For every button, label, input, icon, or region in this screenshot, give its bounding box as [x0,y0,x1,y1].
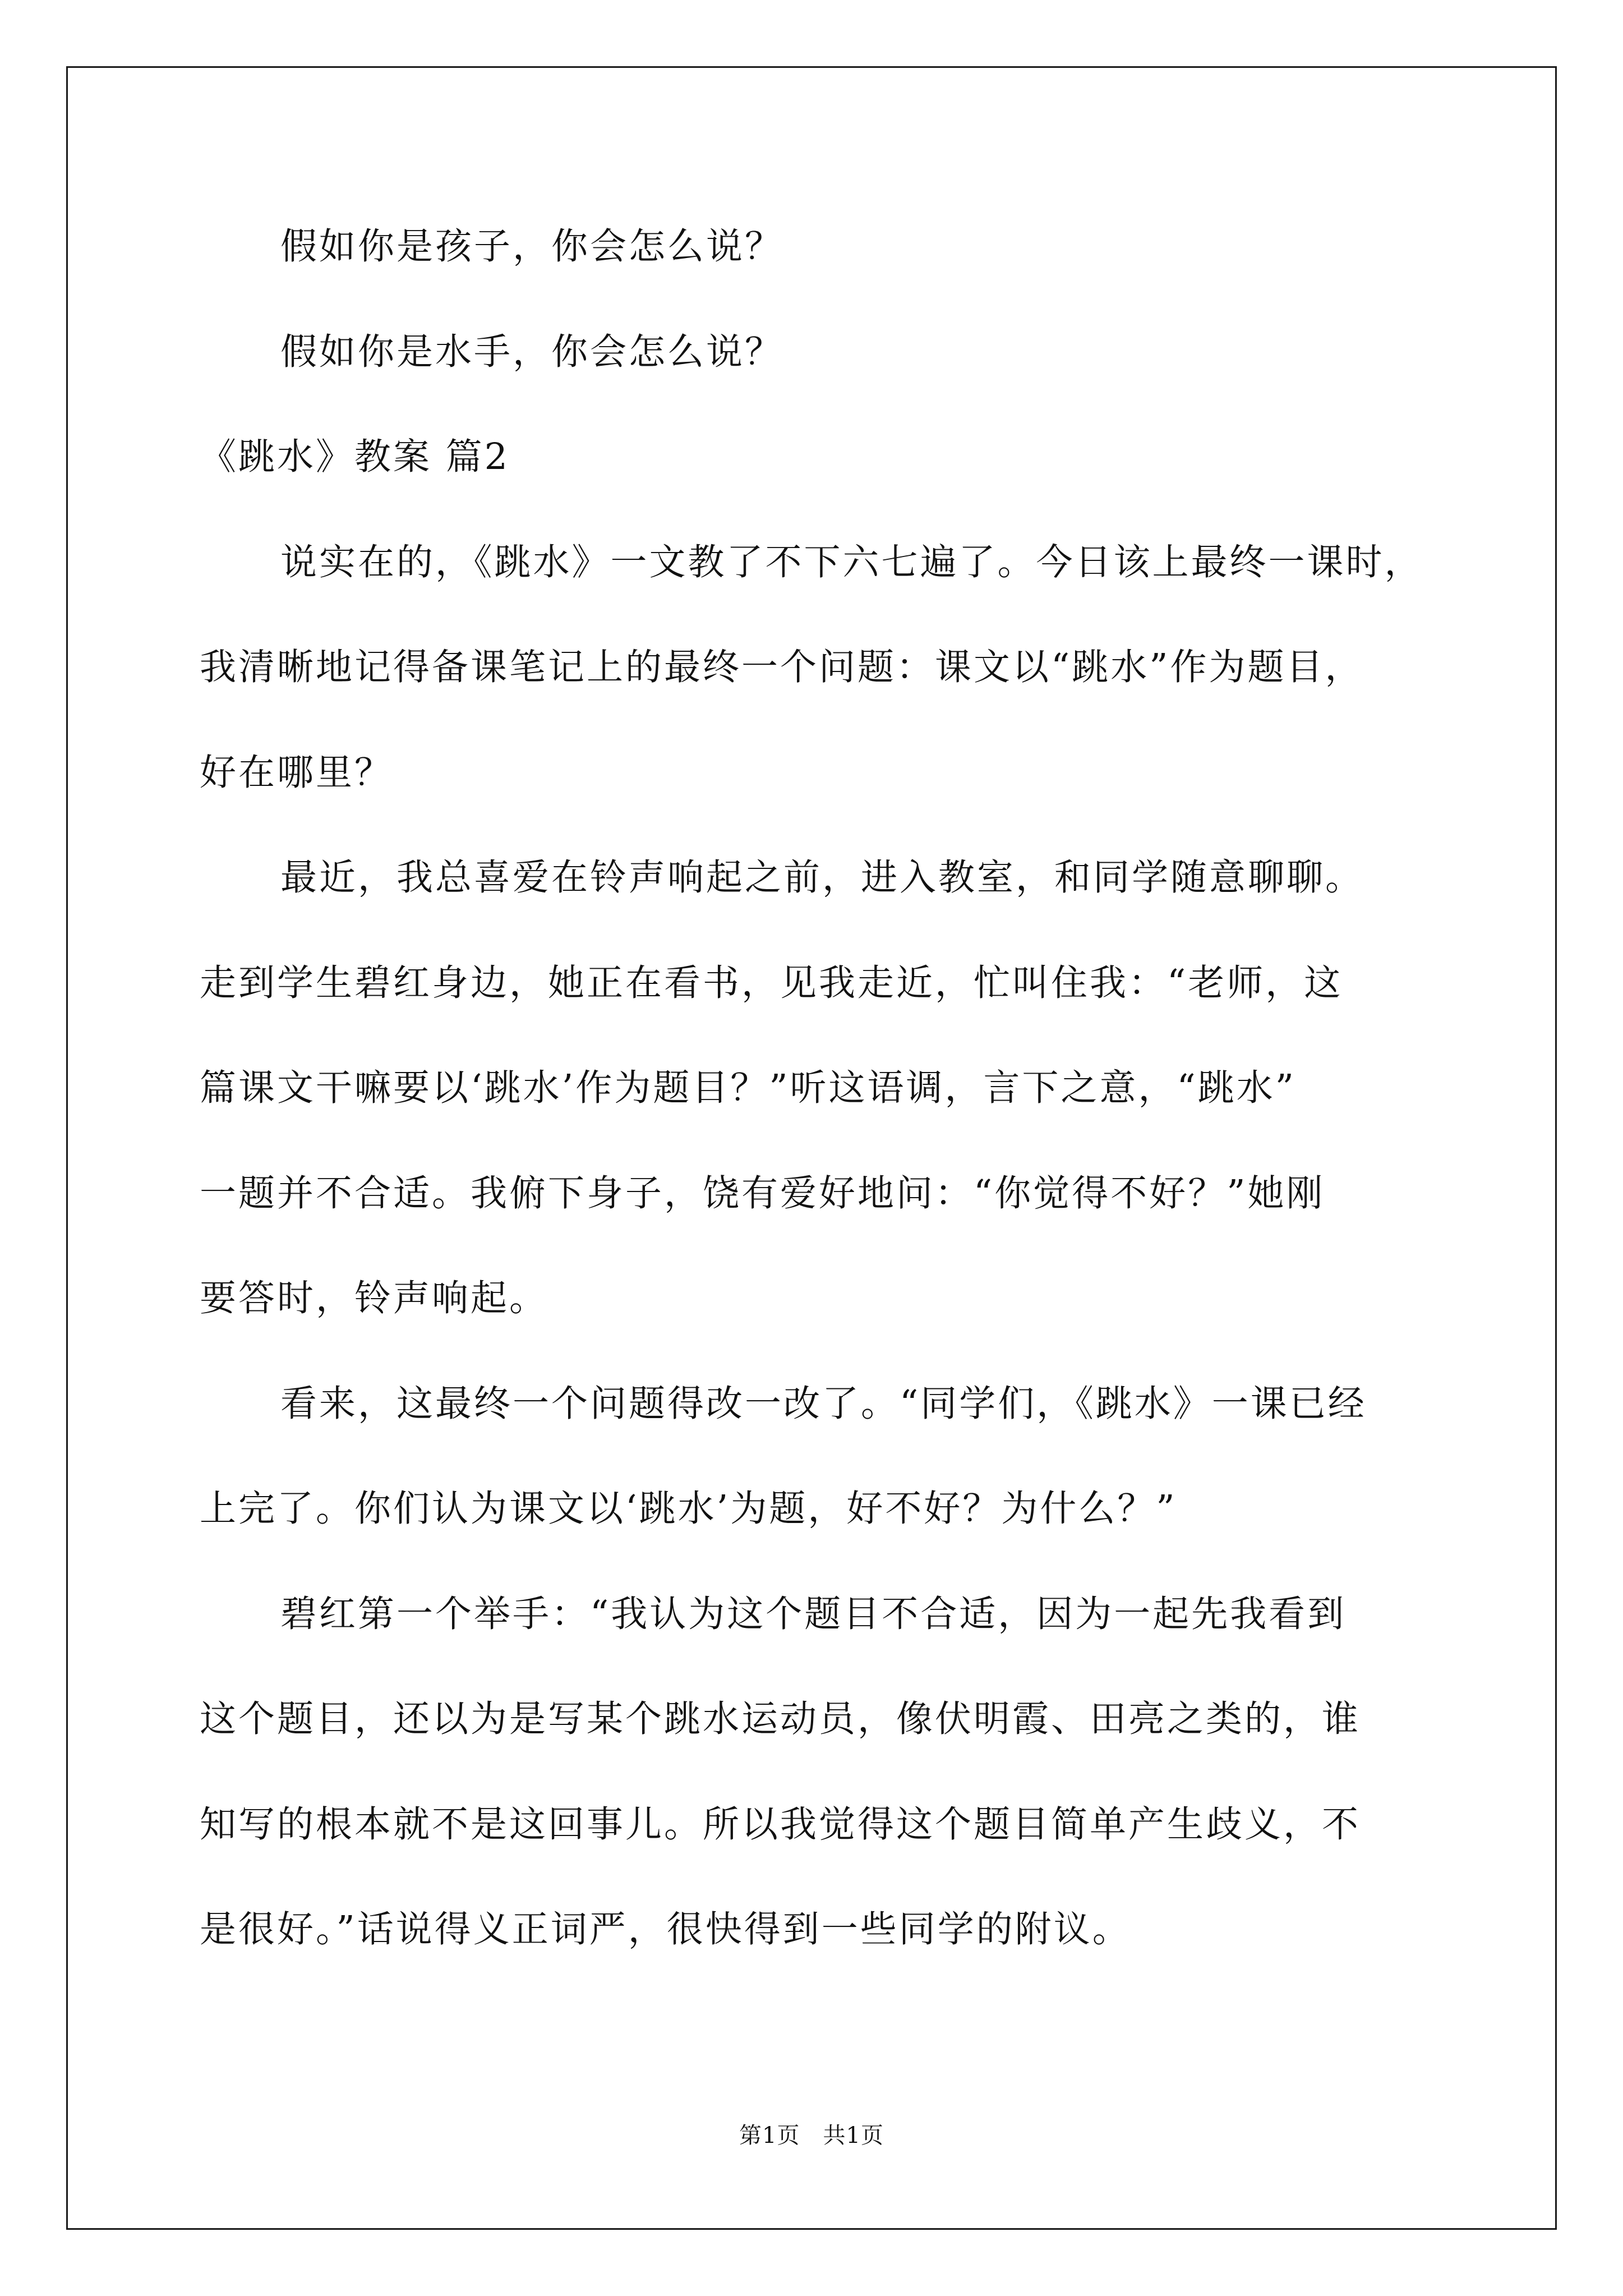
paragraph-line: 走到学生碧红身边，她正在看书，见我走近，忙叫住我：“老师，这 [200,962,1343,1004]
paragraph-line: 看来，这最终一个问题得改一改了。“同学们，《跳水》一课已经 [280,1383,1367,1425]
paragraph-line: 说实在的，《跳水》一文教了不下六七遍了。今日该上最终一课时， [280,541,1423,583]
page-footer: 第1页 共1页 [739,2123,884,2148]
paragraph-line: 上完了。你们认为课文以‘跳水’为题，好不好？为什么？” [200,1488,1177,1530]
paragraph-line: 碧红第一个举手：“我认为这个题目不合适，因为一起先我看到 [280,1593,1347,1635]
section-heading: 《跳水》教案 篇2 [200,436,510,478]
paragraph-line: 假如你是孩子，你会怎么说？ [280,226,784,268]
paragraph-line: 我清晰地记得备课笔记上的最终一个问题：课文以“跳水”作为题目， [200,646,1364,688]
page-border [66,66,1557,2230]
paragraph-line: 一题并不合适。我俯下身子，饶有爱好地问：“你觉得不好？”她刚 [200,1172,1325,1214]
paragraph-line: 这个题目，还以为是写某个跳水运动员，像伏明霞、田亮之类的，谁 [200,1698,1361,1740]
paragraph-line: 是很好。”话说得义正词严，很快得到一些同学的附议。 [200,1908,1131,1950]
paragraph-line: 假如你是水手，你会怎么说？ [280,331,784,373]
paragraph-line: 最近，我总喜爱在铃声响起之前，进入教室，和同学随意聊聊。 [280,857,1364,899]
paragraph-line: 知写的根本就不是这回事儿。所以我觉得这个题目简单产生歧义，不 [200,1803,1361,1846]
paragraph-line: 好在哪里？ [200,752,394,794]
paragraph-line: 篇课文干嘛要以‘跳水’作为题目？”听这语调，言下之意，“跳水” [200,1067,1297,1109]
paragraph-line: 要答时，铃声响起。 [200,1277,548,1319]
